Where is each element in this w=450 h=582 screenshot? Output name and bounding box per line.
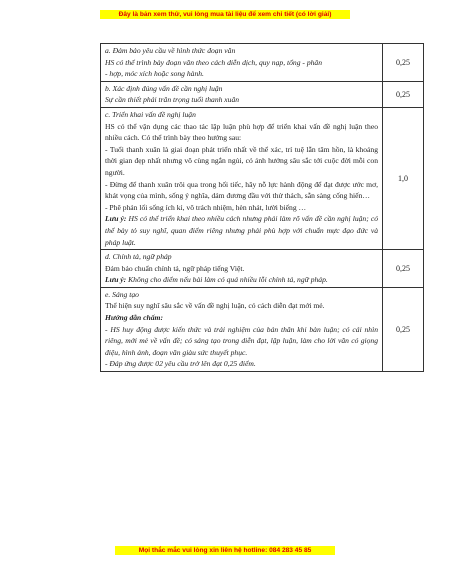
note-label: Lưu ý:	[105, 214, 127, 224]
score-cell: 0,25	[383, 287, 424, 371]
criteria-row	[101, 44, 424, 82]
score-cell: 0,25	[383, 44, 424, 82]
criteria-line: - Đáp ứng được 02 yêu cầu trở lên đạt 0,25 điểm.	[105, 359, 256, 369]
score-cell: 0,25	[383, 81, 424, 107]
criteria-line: c. Triển khai vấn đề nghị luận	[105, 109, 196, 119]
criteria-line: a. Đảm bảo yêu cầu về hình thức đoạn văn	[105, 46, 236, 55]
note-text: HS có thể triển khai theo nhiều cách nhưng phải làm rõ vấn đề cần nghị luận; có thể bày tỏ suy nghĩ, quan điểm riêng nhưng phải phù hợp với chuẩn mực đạo đức và pháp luật.	[105, 214, 378, 247]
criteria-line: - Đừng để thanh xuân trôi qua trong hối tiếc, hãy nỗ lực hành động để đạt được ước mơ, khát vọng của mình, sống ý nghĩa, dám đương đầu với thử thách, sẵn sàng cống hiến…	[105, 179, 378, 201]
criteria-line: Hướng dẫn chấm:	[105, 313, 163, 323]
score-cell: 0,25	[383, 250, 424, 288]
criteria-content-cell	[101, 250, 383, 288]
criteria-row	[101, 107, 424, 249]
criteria-line: Sự cần thiết phải trân trọng tuổi thanh xuân	[105, 95, 240, 105]
criteria-content-cell	[101, 44, 383, 82]
criteria-content-cell	[101, 287, 383, 371]
criteria-line: HS có thể trình bày đoạn văn theo cách diễn dịch, quy nạp, tổng - phân	[105, 57, 323, 67]
criteria-line: HS có thể vận dụng các thao tác lập luận phù hợp để triển khai vấn đề nghị luận theo nhiều cách. Có thể trình bày theo hướng sau:	[105, 121, 378, 143]
criteria-line: Đảm bảo chuẩn chính tả, ngữ pháp tiếng Việt.	[105, 263, 245, 273]
criteria-line: - Tuổi thanh xuân là giai đoạn phát triển nhất về thể xác, trí tuệ lẫn tâm hồn, là khoảng thời gian đẹp nhất nhưng vô cùng ngắn ngủi, có ảnh hưởng sâu sắc tới cuộc đời mỗi con người.	[105, 144, 378, 177]
criteria-line: e. Sáng tạo	[105, 289, 139, 299]
preview-notice-banner: Đây là bản xem thử, vui lòng mua tài liệu để xem chi tiết (có lời giải)	[100, 10, 350, 19]
criteria-line: - Phê phán lối sống ích kỉ, vô trách nhiệm, hèn nhát, lười biếng …	[105, 202, 307, 212]
criteria-row	[101, 287, 424, 371]
hotline-notice-banner: Mọi thắc mắc vui lòng xin liên hệ hotline: 084 283 45 85	[115, 546, 335, 555]
criteria-content-cell	[101, 81, 383, 107]
note-text: Không cho điểm nếu bài làm có quá nhiều lỗi chính tả, ngữ pháp.	[126, 275, 328, 285]
criteria-line: - HS huy động được kiến thức và trải nghiệm của bản thân khi bàn luận; có cái nhìn riêng, mới mẻ về vấn đề; có sáng tạo trong diễn đạt, lập luận, làm cho lời văn có giọng điệu, hình ảnh, đoạn văn giàu sức thuyết phục.	[105, 324, 378, 357]
criteria-line	[105, 274, 378, 286]
criteria-line: b. Xác định đúng vấn đề cần nghị luận	[105, 83, 223, 93]
criteria-line	[105, 213, 378, 248]
criteria-line: Thể hiện suy nghĩ sâu sắc về vấn đề nghị luận, có cách diễn đạt mới mẻ.	[105, 301, 325, 311]
scoring-table	[100, 43, 424, 372]
criteria-line: d. Chính tả, ngữ pháp	[105, 252, 172, 262]
criteria-row	[101, 81, 424, 107]
score-cell: 1,0	[383, 107, 424, 249]
criteria-line: - hợp, móc xích hoặc song hành.	[105, 69, 204, 79]
criteria-row	[101, 250, 424, 288]
criteria-content-cell	[101, 107, 383, 249]
note-label: Lưu ý:	[105, 275, 127, 285]
